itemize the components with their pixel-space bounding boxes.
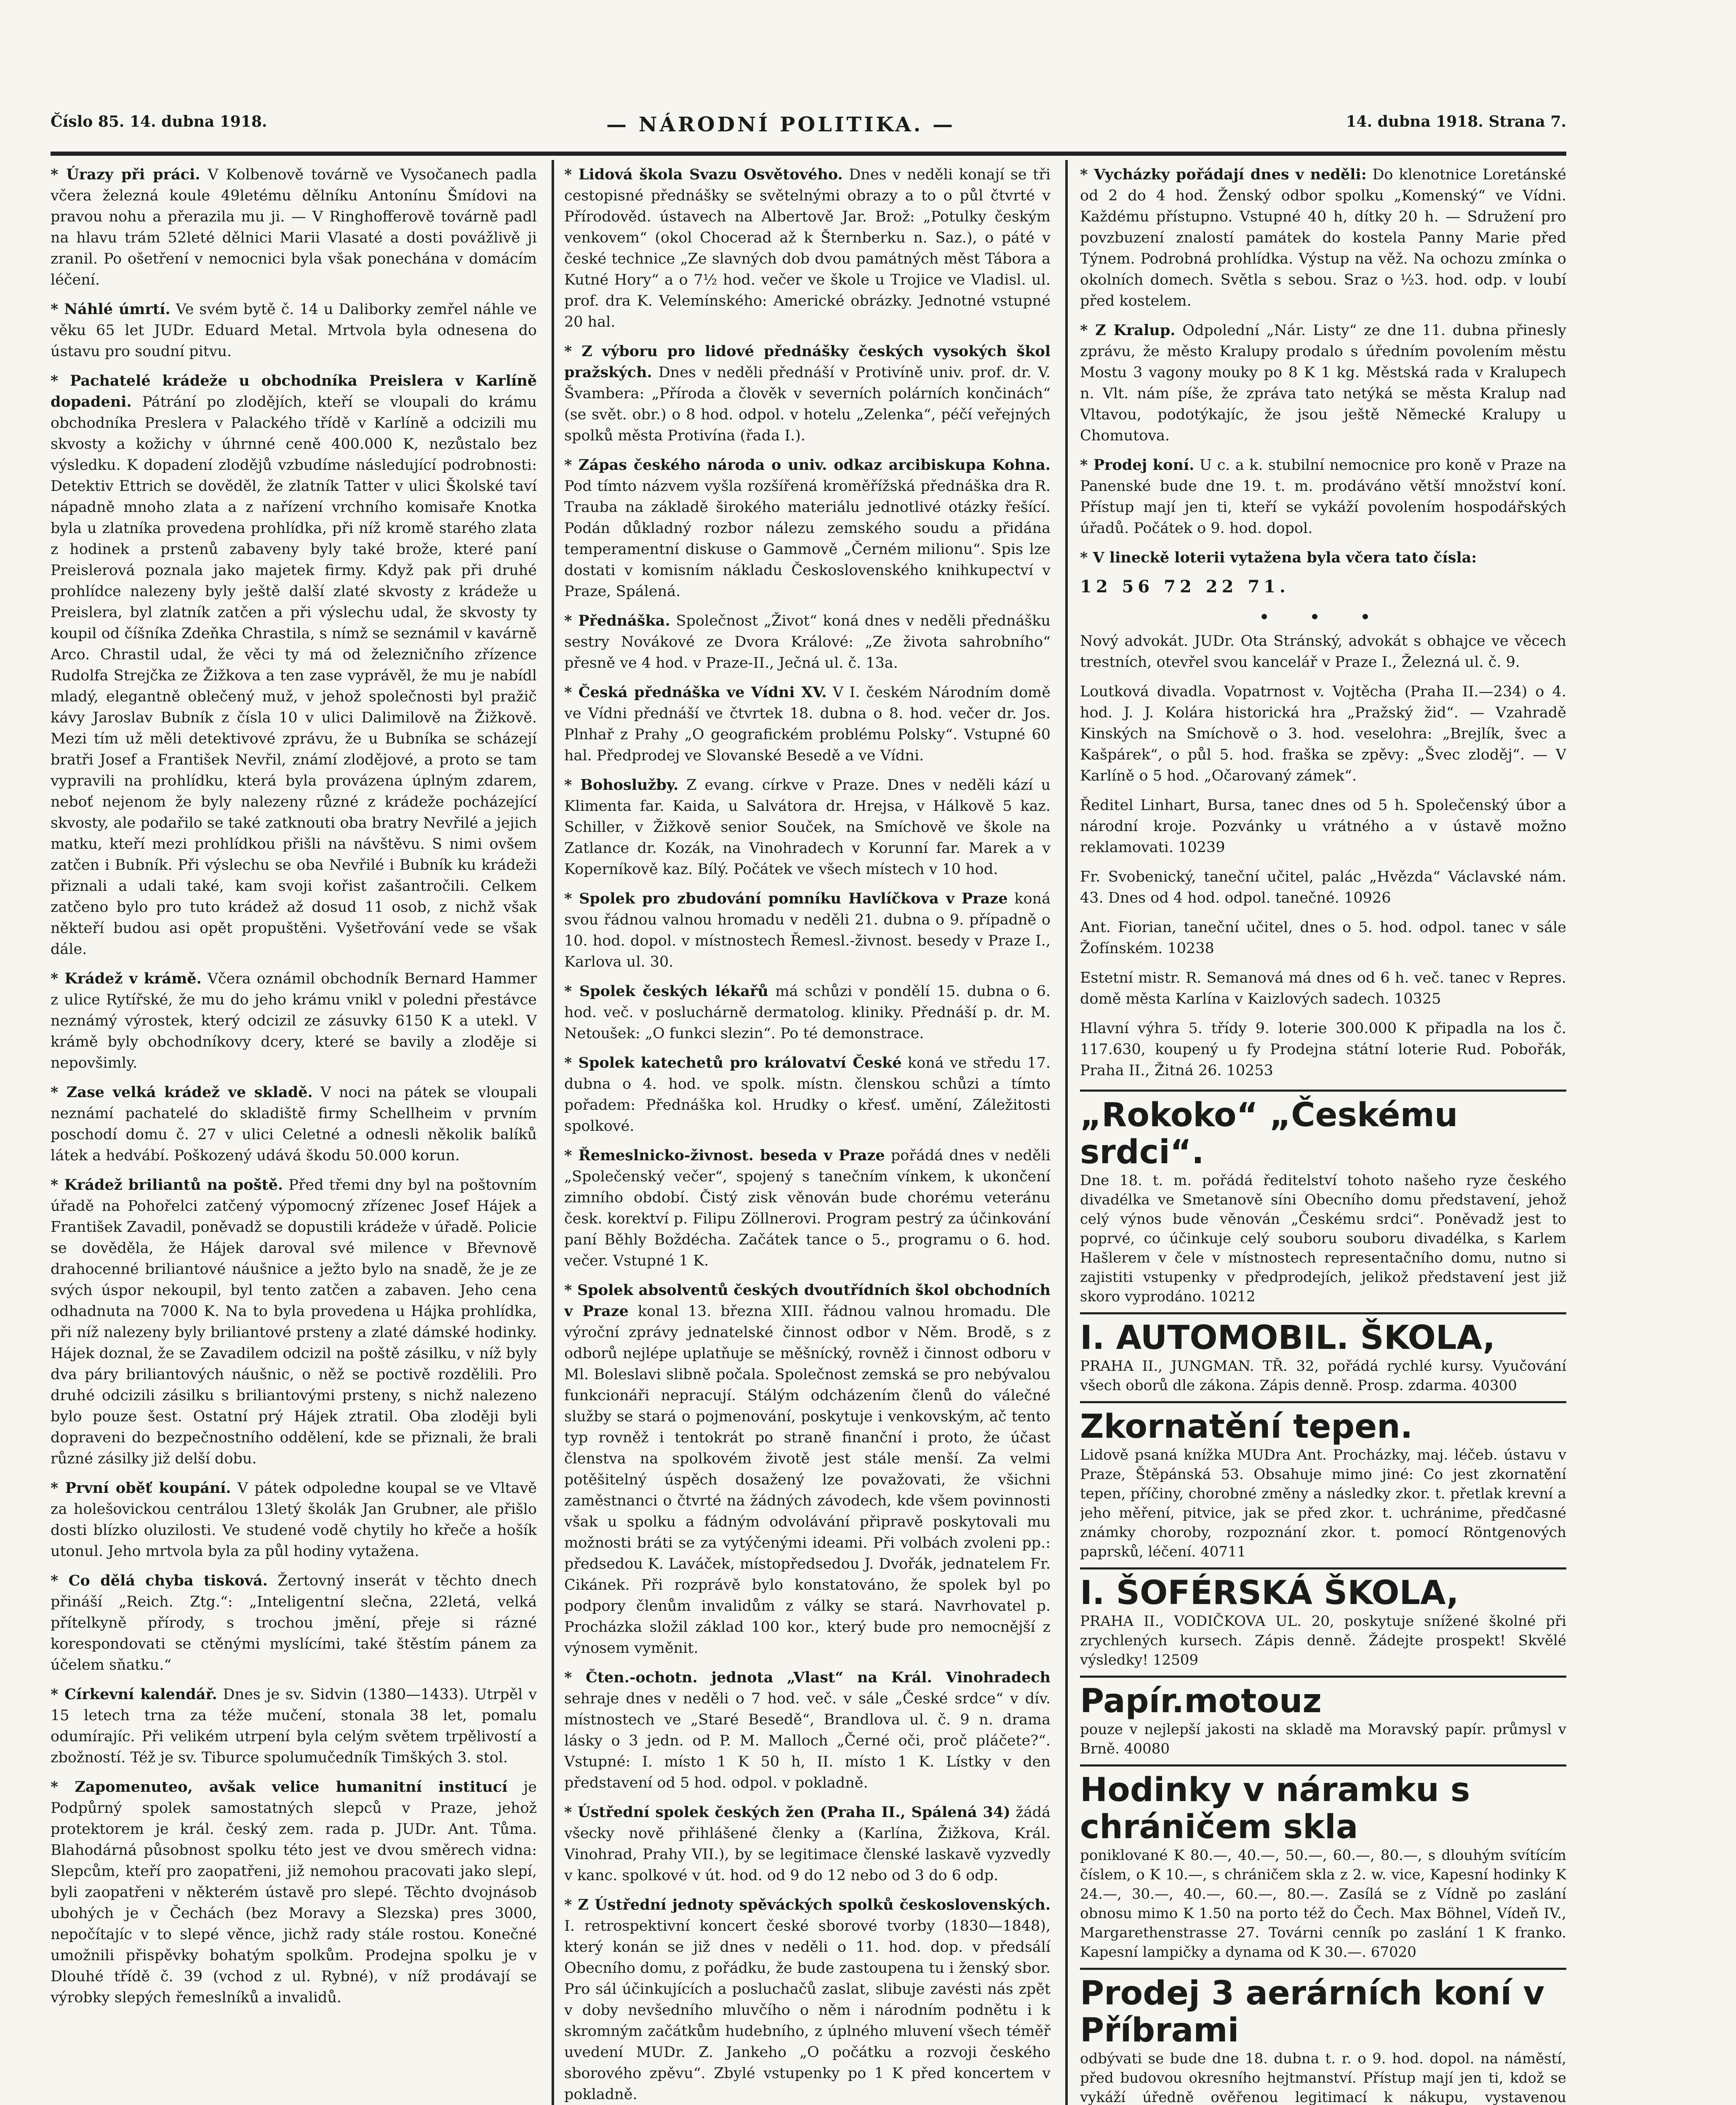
news-text: koná svou řádnou valnou hromadu v neděli 21. dubna o 9. případně o 10. hod. dopol. v místnostech Řemesl.-živnost. besedy v Praze I., Karlova ul. 30. — [564, 890, 1051, 970]
ad-text: poniklované K 80.—, 40.—, 50.—, 60.—, 80.—, s dlouhým svítícím číslem, o K 10.—, s chráničem skla z 2. w. vice, Kapesní hodinky K 24.—, 30.—, 40.—, 60.—, 80.—. Zasílá se z Vídně po zaslání obnosu mimo K 1.50 na porto též do Čech. Max Böhnel, Vídeň IV., Margarethenstrasse 27. Továrni cenník po zaslání 1 K franko. Kapesní lampičky a dynama od K 30.—. 67020 — [1080, 1847, 1566, 1961]
newspaper-title: — NÁRODNÍ POLITIKA. — — [606, 113, 955, 136]
news-headline: * Vycházky pořádají dnes v neděli: — [1080, 166, 1367, 183]
news-headline: * Česká přednáška ve Vídni XV. — [564, 684, 827, 701]
short-notice: Fr. Svobenický, taneční učitel, palác „Hvězda“ Václavské nám. 43. Dnes od 4 hod. odpol. tanečné. 10926 — [1080, 869, 1566, 906]
news-text: má schůzi v pondělí 15. dubna o 6. hod. več. v posluchárně dermatolog. kliniky. Přednáší p. dr. M. Netoušek: „O funkci slezin“. Po té demonstrace. — [564, 983, 1051, 1042]
ad-headline: Papír.motouz — [1080, 1682, 1322, 1720]
news-text: Ve svém bytě č. 14 u Daliborky zemřel náhle ve věku 65 let JUDr. Eduard Metal. Mrtvola byla odnesena do ústavu pro soudní pitvu. — [51, 301, 537, 360]
news-headline: * Zápas českého národa o univ. odkaz arcibiskupa Kohna. — [564, 456, 1051, 474]
news-item — [51, 1777, 537, 2008]
news-item — [564, 341, 1051, 446]
news-item — [51, 1082, 537, 1166]
ad-headline: Zkornatění tepen. — [1080, 1408, 1413, 1446]
advertisement — [1080, 1567, 1566, 1676]
news-text: Dnes v neděli přednáší v Protivíně univ. prof. dr. V. Švambera: „Příroda a člověk v severních polárních končinách“ (se svět. obr.) o 8 hod. odpol. v hotelu „Zelenka“, péčí veřejných spolků města Protivína (řada I.). — [564, 364, 1051, 444]
news-text: Dnes je sv. Sidvin (1380—1433). Utrpěl v 15 letech trna za téže mučení, stonala 38 let, pomalu odumírajíc. Při velikém utrpení byla celým světem trpělivostí a zbožností. Též je sv. Tiburce spolumučedník Timškých 3. stol. — [51, 1686, 537, 1766]
news-headline: * Spolek českých lékařů — [564, 983, 768, 1000]
ad-text: odbývati se bude dne 18. dubna t. r. o 9. hod. dopol. na náměstí, před budovou okresního hejtmanství. Přístup mají jen ti, kdož se vykáží úředně ověřenou legitimací k nákupu, vystavenou — [1080, 2050, 1566, 2105]
news-text: je Podpůrný spolek samostatných slepců v Praze, jehož protektorem je král. český zem. rada p. JUDr. Ant. Tůma. Blahodárná působnost spolku této jest ve dvou směrech vidna: Slepcům, kteří pro zaopatřeni, již nemohou pracovati jako slepí, byli zaopatřeni v některém ústavě pro slepé. Těchto dvojnásob ubohých je v Čechách (bez Moravy a Slezska) pres 3000, nepočítajíc v to slepé věnce, jichž rady stále rostou. Konečné umožnili přispěvky bohatým spolkům. Prodejna spolku je v Dlouhé třídě č. 39 (vchod z ul. Rybné), v níž prodávají se výrobky slepých řemeslníků a invalidů. — [51, 1779, 537, 2006]
news-item — [51, 1478, 537, 1562]
newspaper-page — [51, 101, 1566, 2105]
news-headline: * Co dělá chyba tisková. — [51, 1572, 268, 1589]
news-headline: * Z výboru pro lidové přednášky českých vysokých škol pražských. — [564, 343, 1051, 381]
advertisement — [1080, 1312, 1566, 1401]
news-item — [51, 299, 537, 362]
news-text: Před třemi dny byl na poštovním úřadě na Pohořelci zatčený výpomocný zřízenec Josef Hájek a František Zavadil, poněvadž se dopustili krádeže v úřadě. Policie se dověděla, že Hájek daroval své milence v Břevnově drahocenné briliantové náušnice a ježto bylo na snadě, že je ze svých úspor nekoupil, byl tento zatčen a zabaven. Jeho cena odhadnuta na 7000 K. Na to byla provedena u Hájka prohlídka, při níž nalezeny byly briliantové prsteny a zlaté dámské hodinky. Hájek doznal, že se Zavadilem odcizil na poště zásilku, v níž byly dva páry briliantových náušnic, o něž se poctivě rozdělili. Pro druhé odcizili zásilku s briliantovými prsteny, s nichž nalezeno bylo pouze šest. Ostatní prý Hájek ztratil. Oba zloději byli dopraveni do bezpečnostního oddělení, kde se přiznali, že brali různé zásilky již delší dobu. — [51, 1177, 537, 1467]
news-text: sehraje dnes v neděli o 7 hod. več. v sále „České srdce“ v dív. místnostech ve „Staré Besedě“, Brandlova ul. č. 9 n. drama lásky o 3 jedn. od P. M. Malloch „Černé oči, proč pláčete?“. Vstupné: I. místo 1 K 50 h, II. místo 1 K. Lístky v den představení od 5 hod. odpol. v pokladně. — [564, 1690, 1051, 1791]
news-item — [1080, 320, 1566, 446]
news-text: Pátrání po zlodějích, kteří se vloupali do krámu obchodníka Preslera v Palackého třídě v Karlíně a odcizili mu skvosty a kožichy v úhrnné ceně 400.000 K, nezůstalo bez výsledku. K dopadení zlodějů vzbudíme následující podrobnosti: Detektiv Ettrich se dověděl, že zlatník Tatter v ulici Školské taví nápadně mnoho zlata a z nařízení vrchního komisaře Knotka byla u zlatníka provedena prohlídka, při níž kromě starého zlata z hodinek a prstenů zabaveny byly také brože, které paní Preislerová poznala jako majetek firmy. Když pak při druhé prohlídce nalezeny byly ještě další zlaté skvosty z krádeže u Preislera, byl zlatník zatčen a při výslechu udal, že skvosty ty koupil od číšníka Zdeňka Chrastila, s nímž se seznámil v kavárně Arco. Chrastil udal, že věci ty má od železničního zřízence Rudolfa Strejčka ze Žižkova a ten zase vyprávěl, že mu je nabídl mladý, elegantně oblečený muž, v jehož společnosti byl pražič kávy Jaroslav Bubník z čísla 10 v ulici Dalimilově na Žižkově. Mezi tím už měli detektivové zprávu, že u Bubníka se scházejí bratři Josef a František Nevřil, známí zlodějové, a proto se tam vypravili na prohlídku, která byla provázena úplným zdarem, neboť nejenom že byly nalezeny různé z krádeže pocházející skvosty, ale podařilo se také zatknouti oba bratry Nevřilé a jejich matku, kteří mezi prohlídkou přišli na návštěvu. S nimi ovšem zatčen i Bubník. Při výslechu se oba Nevřilé i Bubník ku krádeži přiznali a udali také, kam svoji kořist zašantročili. Celkem zatčeno bylo pro tuto krádež až dosud 11 osob, z nichž však někteří budou asi opět propuštěni. Vyšetřování vede se však dále. — [51, 394, 537, 958]
news-headline: * První oběť koupání. — [51, 1479, 231, 1497]
news-item — [1080, 455, 1566, 539]
advertisement — [1080, 1676, 1566, 1764]
news-text: V pátek odpoledne koupal se ve Vltavě za holešovickou centrálou 13letý školák Jan Grubner, ale přišlo dosti blízko oluzilosti. Ve studené vodě chytily ho křeče a hošík utonul. Jeho mrtvola byla za půl hodiny vytažena. — [51, 1480, 537, 1560]
news-text: I. retrospektivní koncert české sborové tvorby (1830—1848), který konán se již dnes v neděli o 11. hod. dop. v předsálí Obecního domu, z pořádku, že bude zastoupena tu i ženský sbor. Pro sál účinkujících a posluchačů zaslat, slibuje zavésti nás zpět v doby nevšedního mluvčího o něm i národním podnětu i k skromným začátkům hudebního, z úplného mluvení všech téměř uvedení MUDr. Z. Jankeho „O počátku a rozvoji českého sborového zpěvu“. Zbylé vstupenky po 1 K před koncertem v pokladně. — [564, 1918, 1051, 2103]
column-rule — [552, 160, 554, 2105]
ad-text: Dne 18. t. m. pořádá ředitelství tohoto našeho ryze českého divadélka ve Smetanově síni Obecního domu představení, jehož celý výnos bude věnován „Českému srdci“. Poněvadž jest to poprvé, co účinkuje celý souboru souboru divadélka, s Karlem Hašlerem v čele v místnostech representačního domu, nutno si zajistiti vstupenky v předprodejích, jelikož představení jest již skoro vyprodáno. 10212 — [1080, 1172, 1566, 1305]
news-headline: * Prodej koní. — [1080, 456, 1195, 474]
news-headline: * Krádež briliantů na poště. — [51, 1176, 283, 1194]
news-headline: * Spolek katechetů pro královatví České — [564, 1054, 902, 1071]
ad-text: Lidově psaná knížka MUDra Ant. Procházky, maj. léčeb. ústavu v Praze, Štěpánská 53. Obsahuje mimo jiné: Co jest zkornatění tepen, příčiny, chorobné změny a následky zkor. t. přetlak krevní a jeho měření, pitvice, jak se před zkor. t. uchránime, předčasné známky choroby, rozpoznání zkor. t. pomocí Röntgenových paprsků, léčení. 40711 — [1080, 1447, 1566, 1560]
news-headline: * Náhlé úmrtí. — [51, 301, 171, 318]
news-item — [564, 1667, 1051, 1793]
news-item — [564, 455, 1051, 602]
short-notice: Nový advokát. JUDr. Ota Stránský, advokát s obhajce ve věcech trestních, otevřel svou kancelář v Praze I., Železná ul. č. 9. — [1080, 633, 1566, 671]
news-headline: * Zase velká krádež ve skladě. — [51, 1084, 313, 1101]
news-item — [564, 610, 1051, 674]
masthead — [51, 101, 1566, 156]
news-headline: * Spolek absolventů českých dvoutřídních škol obchodních v Praze — [564, 1282, 1051, 1320]
news-headline: * Lidová škola Svazu Osvětového. — [564, 166, 843, 183]
news-headline: * Církevní kalendář. — [51, 1686, 217, 1703]
news-text: konal 13. března XIII. řádnou valnou hromadu. Dle výroční zprávy jednatelské činnost odbor v Něm. Brodě, s z odborů nejlépe uplatňuje se měšnícký, rovněž i činnost odboru v Ml. Boleslavi slibně počala. Společnost zemská se pro nebývalou funkcionáři nepracují. Stálým odcházením členů do válečné služby se stará o pojmenování, poskytuje i venkovským, ač tento typ rovněž i tentokrát po straně finanční i proto, že účast členstva na spolkovém životě jest stále menší. Za velmi potěšitelný úspěch dosažený lze považovati, že všichni zaměstnanci o čtvrté na žádných závodech, kde všem povinnosti však u spolku a fádným odvolávání připravě poskytovali mu možnosti bráti se za vytýčenými ideami. Při volbách zvoleni pp.: předsedou K. Laváček, místopředsedou J. Dvořák, jednatelem Fr. Cikánek. Při rozprávě bylo konstatováno, že spolek byl po podpory členům invalidům z války se stará. Navrhovatel p. Procházka složil základ 100 kor., který bude pro nemocnější z výnosem vyměnit. — [564, 1303, 1051, 1657]
short-notice: Hlavní výhra 5. třídy 9. loterie 300.000 K připadla na los č. 117.630, koupený u fy Prodejna státní loterie Rud. Pobořák, Praha II., Žitná 26. 10253 — [1080, 1020, 1566, 1079]
news-text: Dnes v neděli konají se tři cestopisné přednášky se světelnými obrazy a to o půl čtvrté v Přírodověd. ústavech na Albertově Jar. Brož: „Potulky českým venkovem“ (okol Chocerad až k Šternberku n. Saz.), o páté v české technice „Ze slavných dob dvou památných měst Tábora a Kutné Hory“ a o 7½ hod. večer ve škole u Trojice ve Vladisl. ul. prof. dra K. Velemínského: Americké obrázky. Jednotné vstupné 20 hal. — [564, 166, 1051, 330]
news-item — [564, 1894, 1051, 2105]
section-dots: • • • — [1259, 607, 1388, 628]
news-headline: * Řemeslnicko-živnost. beseda v Praze — [564, 1147, 885, 1164]
advertisement — [1080, 1090, 1566, 1312]
news-item — [51, 1570, 537, 1676]
ad-headline: I. ŠOFÉRSKÁ ŠKOLA, — [1080, 1574, 1459, 1612]
news-item — [51, 370, 537, 960]
news-text: V noci na pátek se vloupali neznámí pachatelé do skladiště firmy Schellheim v prvním poschodí domu č. 27 v ulici Celetné a odnesli několik balíků látek a hedvábí. Poškozený udává škodu 50.000 korun. — [51, 1084, 537, 1164]
news-headline: * Pachatelé krádeže u obchodníka Preislera v Karlíně dopadeni. — [51, 372, 537, 410]
column-rule — [1065, 160, 1068, 2105]
news-text: Společnost „Život“ koná dnes v neděli přednášku sestry Novákové ze Dvora Králové: „Ze života sahrobního“ přesně ve 4 hod. v Praze-II., Ječná ul. č. 13a. — [564, 613, 1051, 671]
news-text: Pod tímto názvem vyšla rozšířená kroměřížská přednáška dra R. Trauba na základě širokého materiálu jednotlivé otázky řešící. Podán důkladný rozbor nálezu zemského soudu a přidána temperamentní diskuse o Gammově „Černém milionu“. Spis lze dostati v komisním nákladu Československého knihkupectví v Praze, Spálená. — [564, 478, 1051, 600]
advertisement — [1080, 1401, 1566, 1567]
short-notice: Ředitel Linhart, Bursa, tanec dnes od 5 h. Společenský úbor a národní kroje. Pozvánky u vrátného a v ústavě možno reklamovati. 10239 — [1080, 797, 1566, 856]
news-headline: * Přednáška. — [564, 612, 670, 629]
news-item — [51, 1684, 537, 1768]
advertisement — [1080, 1968, 1566, 2105]
news-item — [564, 1145, 1051, 1271]
news-item — [564, 682, 1051, 766]
news-item — [564, 1802, 1051, 1886]
ad-text: PRAHA II., JUNGMAN. TŘ. 32, pořádá rychlé kursy. Vyučování všech oborů dle zákona. Zápis denně. Prosp. zdarma. 40300 — [1080, 1358, 1566, 1394]
news-text: V I. českém Národním domě ve Vídni přednáší ve čtvrtek 18. dubna o 8. hod. večer dr. Jos. Plnhař z Prahy „O geografickém problému Polsky“. Vstupné 60 hal. Předprodej ve Slovanské Besedě a ve Vídni. — [564, 684, 1051, 764]
news-item — [564, 888, 1051, 973]
news-text: Včera oznámil obchodník Bernard Hammer z ulice Rytířské, že mu do jeho krámu vnikl v poledni přestávce neznámý výrostek, který odcizil ze zásuvky 6150 K a utekl. V krámě byly obchodníkovy dcery, které se bavily a zloděje si nepovšimly. — [51, 970, 537, 1071]
news-headline: * Z Ústřední jednoty spěváckých spolků československých. — [564, 1896, 1051, 1913]
news-headline: * Čten.-ochotn. jednota „Vlast“ na Král. Vinohradech — [564, 1669, 1051, 1686]
ad-headline: „Rokoko“ „Českému srdci“. — [1080, 1096, 1458, 1171]
short-notice: Loutková divadla. Vopatrnost v. Vojtěcha (Praha II.—234) o 4. hod. J. J. Kolára historická hra „Pražský žid“. — Vzahradě Kinských na Smíchově o 3. hod. veselohra: „Brejlík, švec a Kašpárek“, o půl 5. hod. fraška se zpěvy: „Švec zloděj“. — V Karlíně o 5 hod. „Očarovaný zámek“. — [1080, 683, 1566, 784]
news-headline: * V lineckě loterii vytažena byla včera tato čísla: — [1080, 549, 1477, 566]
news-headline: * Spolek pro zbudování pomníku Havlíčkova v Praze — [564, 890, 1008, 907]
news-text: U c. a k. stubilní nemocnice pro koně v Praze na Panenské bude dne 19. t. m. prodáváno větší množství koní. Přístup mají jen ti, kteří se vykáží povolením hospodářských úřadů. Počátek o 9. hod. dopol. — [1080, 457, 1566, 537]
short-notices — [1080, 631, 1566, 1081]
issue-date: Číslo 85. 14. dubna 1918. — [51, 113, 267, 131]
news-text: Odpolední „Nár. Listy“ ze dne 11. dubna přinesly zprávu, že město Kralupy prodalo s úředním povolením městu Mostu 3 vagony mouky po 8 K 1 kg. Městská rada v Kralupech n. Vlt. nám píše, že zpráva tato netýká se města Kralup nad Vltavou, podotýkajíc, že jsou ještě Německé Kralupy u Chomutova. — [1080, 322, 1566, 444]
column-left — [51, 164, 537, 2105]
lottery-numbers: 12 56 72 22 71. — [1080, 577, 1290, 597]
news-text: Z evang. církve v Praze. Dnes v neděli kází u Klimenta far. Kaida, u Salvátora dr. Hrejsa, v Hálkově 5 kaz. Schiller, v Žižkově senior Souček, na Smíchově ve škole na Zatlance dr. Kozák, na Vinohradech v Korunní far. Marek a v Koperníkově kaz. Bílý. Počátek ve všech místech v 10 hod. — [564, 777, 1051, 878]
advertisements — [1080, 1090, 1566, 2105]
news-item — [564, 164, 1051, 333]
news-item — [51, 1175, 537, 1469]
news-headline: * Ústřední spolek českých žen (Praha II., Spálená 34) — [564, 1804, 1011, 1821]
column-middle — [564, 164, 1051, 2105]
news-text: pořádá dnes v neděli „Společenský večer“, spojený s tanečním vínkem, k ukončení zimního období. Čistý zisk věnován bude chorému veteránu česk. korektví p. Filipu Zöllnerovi. Program pestrý za účinkování paní Běhly Boždécha. Začátek tance o 5., programu o 6. hod. večer. Vstupné 1 K. — [564, 1147, 1051, 1269]
news-text: Žertovný inserát v těchto dnech přináší „Reich. Ztg.“: „Inteligentní slečna, 22letá, velká přítelkyně přírody, s trochou jmění, přeje si rázné korespondovati se ctěnými myslícími, také štěstím pánem za účelem sňatku.“ — [51, 1572, 537, 1673]
short-notice: Ant. Fiorian, taneční učitel, dnes o 5. hod. odpol. tanec v sále Žofínském. 10238 — [1080, 919, 1566, 957]
news-text: Do klenotnice Loretánské od 2 do 4 hod. Ženský odbor spolku „Komenský“ ve Vídni. Každému přístupno. Vstupné 40 h, dítky 20 h. — Sdružení pro povzbuzení znalostí památek do kostela Panny Marie před Týnem. Podrobná prohlídka. Výstup na věž. Na ochozu zmínka o okolních domech. Světla s sebou. Sraz o ½3. hod. odp. v loubí před kostelem. — [1080, 166, 1566, 309]
ad-text: PRAHA II., VODIČKOVA UL. 20, poskytuje snížené školné při zrychlených kursech. Zápis denně. Žádejte prospekt! Skvělé výsledky! 12509 — [1080, 1613, 1566, 1668]
news-item — [564, 775, 1051, 880]
news-item — [51, 164, 537, 290]
news-text: žádá všecky nově přihlášené členky a (Karlína, Žižkova, Král. Vinohrad, Prahy VII.), by se legitimace členské laskavě vyzvedly v kanc. spolkové v út. hod. od 9 do 12 nebo od 3 do 6 odp. — [564, 1804, 1051, 1884]
ad-headline: Hodinky v náramku s chráničem skla — [1080, 1771, 1470, 1846]
news-item — [1080, 164, 1566, 312]
news-text: koná ve středu 17. dubna o 4. hod. ve spolk. místn. členskou schůzi a tímto pořadem: Přednáška kol. Hrudky o křesť. umění, Záležitosti spolkové. — [564, 1055, 1051, 1135]
news-item — [1080, 547, 1566, 568]
ad-text: pouze v nejlepší jakosti na skladě ma Moravský papír. průmysl v Brně. 40080 — [1080, 1721, 1566, 1757]
page-number: 14. dubna 1918. Strana 7. — [1346, 113, 1566, 131]
ad-headline: Prodej 3 aerárních koní v Příbrami — [1080, 1974, 1545, 2049]
news-headline: * Krádež v krámě. — [51, 970, 202, 987]
ad-headline: I. AUTOMOBIL. ŠKOLA, — [1080, 1319, 1496, 1357]
news-headline: * Zapomenuteo, avšak velice humanitní institucí — [51, 1778, 508, 1796]
news-items — [1080, 164, 1566, 568]
advertisement — [1080, 1764, 1566, 1968]
news-item — [51, 968, 537, 1074]
news-item — [564, 981, 1051, 1044]
news-text: V Kolbenově továrně ve Vysočanech padla včera železná koule 49letému dělníku Antonínu Šmídovi na pravou nohu a přerazila mu ji. — V Ringhofferově továrně padl na hlavu trám 52leté dělnici Marii Vlasaté a dosti povážlivě ji zranil. Po ošetření v nemocnici byla však ponechána v domácím léčení. — [51, 166, 537, 288]
news-headline: * Z Kralup. — [1080, 322, 1176, 339]
news-headline: * Úrazy při práci. — [51, 166, 200, 183]
column-right — [1080, 164, 1566, 2105]
news-headline: * Bohoslužby. — [564, 776, 679, 794]
news-item — [564, 1052, 1051, 1137]
news-item — [564, 1280, 1051, 1659]
short-notice: Estetní mistr. R. Semanová má dnes od 6 h. več. tanec v Repres. domě města Karlína v Kaizlových sadech. 10325 — [1080, 970, 1566, 1007]
